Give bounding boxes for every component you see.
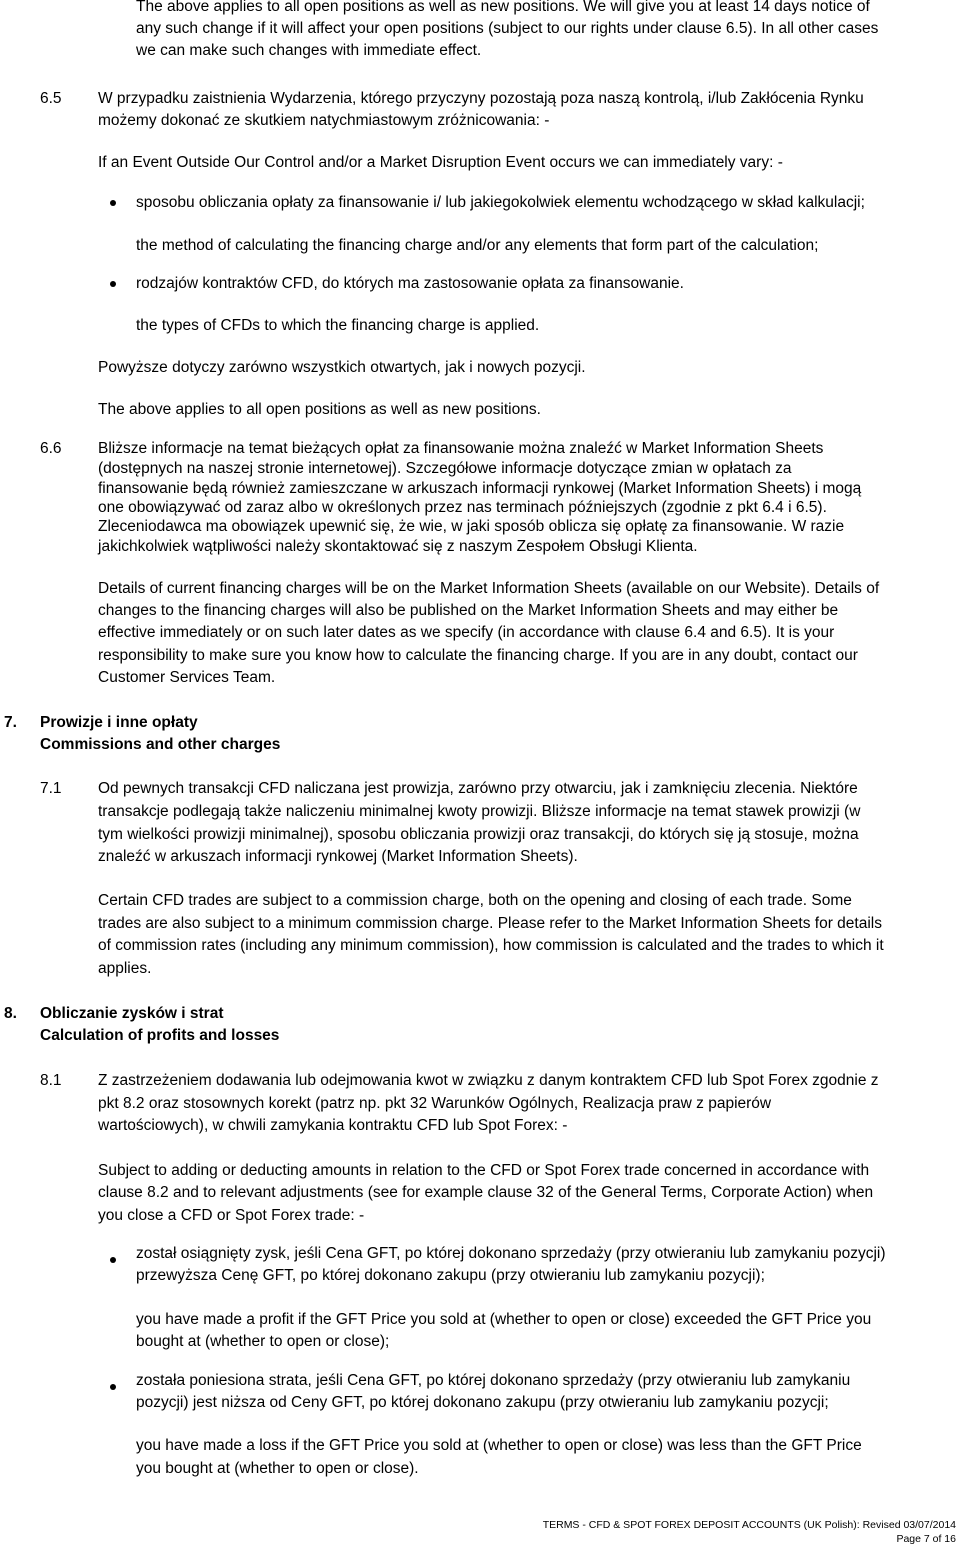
clause-text-pl: Powyższe dotyczy zarówno wszystkich otwartych, jak i nowych pozycji. — [98, 359, 586, 376]
clause-text-pl: Z zastrzeżeniem dodawania lub odejmowania kwot w związku z danym kontraktem CFD lub Spot Forex zgodnie z — [98, 1072, 879, 1089]
clause-text-pl: Bliższe informacje na temat bieżących opłat za finansowanie można znaleźć w Market Information Sheets — [98, 440, 824, 457]
list-item-en: you bought at (whether to open or close). — [136, 1460, 419, 1477]
clause-text-en: Subject to adding or deducting amounts in relation to the CFD or Spot Forex trade concerned in accordance with — [98, 1162, 870, 1179]
clause-text-en: If an Event Outside Our Control and/or a Market Disruption Event occurs we can immediately vary: - — [98, 154, 783, 171]
clause-text-pl: W przypadku zaistnienia Wydarzenia, którego przyczyny pozostają poza naszą kontrolą, i/lub Zakłócenia Rynku — [98, 90, 864, 107]
clause-text-pl: możemy dokonać ze skutkiem natychmiastowym zróżnicowania: - — [98, 112, 550, 129]
clause-number: 6.5 — [40, 90, 62, 107]
clause-text-pl: Zleceniodawca ma obowiązek upewnić się, że wie, w jaki sposób oblicza się opłatę za finansowanie. W razie — [98, 518, 845, 535]
clause-text-en: changes to the financing charges will also be published on the Market Information Sheets and may either be — [98, 602, 839, 619]
clause-number: 6.6 — [40, 440, 62, 457]
clause-text-pl: tym wielkości prowizji minimalnej), sposobu obliczania prowizji oraz transakcji, do których się ją stosuje, można — [98, 826, 859, 843]
clause-text-en: clause 8.2 and to relevant adjustments (see for example clause 32 of the General Terms, Corporate Action) when — [98, 1184, 874, 1201]
clause-text-en: responsibility to make sure you know how to calculate the financing charge. If you are in any doubt, contact our — [98, 647, 858, 664]
clause-text-pl: (dostępnych na naszej stronie internetowej). Szczegółowe informacje dotyczące zmian w opłatach za — [98, 460, 792, 477]
list-item-pl: rodzajów kontraktów CFD, do których ma zastosowanie opłata za finansowanie. — [136, 275, 684, 292]
list-item-pl: przewyższa Cenę GFT, po której dokonano zakupu (przy otwieraniu lub zamykaniu pozycji); — [136, 1267, 765, 1284]
clause-text-en: The above applies to all open positions as well as new positions. — [98, 401, 541, 418]
clause-text-en: trades are also subject to a minimum commission charge. Please refer to the Market Information Sheets for details — [98, 915, 882, 932]
clause-text-en: applies. — [98, 960, 152, 977]
page-number: Page 7 of 16 — [896, 1533, 956, 1545]
bullet-icon — [110, 200, 116, 206]
clause-text-en: effective immediately or on such later dates as we specify (in accordance with clause 6.4 and 6.5). It is your — [98, 624, 835, 641]
section-title-pl: Prowizje i inne opłaty — [40, 714, 198, 731]
bullet-icon — [110, 1384, 116, 1390]
intro-line: The above applies to all open positions as well as new positions. We will give you at least 14 days notice of — [136, 0, 870, 15]
clause-text-en: Certain CFD trades are subject to a commission charge, both on the opening and closing of each trade. Some — [98, 892, 852, 909]
clause-text-pl: transakcje podlegają także naliczeniu minimalnej kwoty prowizji. Bliższe informacje na temat stawek prowizji (w — [98, 803, 861, 820]
section-title-pl: Obliczanie zysków i strat — [40, 1005, 224, 1022]
intro-line: we can make such changes with immediate effect. — [136, 42, 482, 59]
clause-text-en: Customer Services Team. — [98, 669, 276, 686]
clause-text-pl: finansowanie będą również zamieszczane w arkuszach informacji rynkowej (Market Information Sheets) i mogą — [98, 480, 862, 497]
footer-doc-ref: TERMS - CFD & SPOT FOREX DEPOSIT ACCOUNTS (UK Polish): Revised 03/07/2014 — [542, 1519, 956, 1531]
list-item-en: bought at (whether to open or close); — [136, 1333, 390, 1350]
section-title-en: Calculation of profits and losses — [40, 1027, 280, 1044]
clause-text-pl: one obowiązywać od zaraz albo w określonych przez nas terminach późniejszych (zgodnie z pkt 6.4 i 6.5). — [98, 499, 827, 516]
clause-text-pl: wartościowych), w chwili zamykania kontraktu CFD lub Spot Forex: - — [98, 1117, 568, 1134]
list-item-en: you have made a profit if the GFT Price you sold at (whether to open or close) exceeded the GFT Price you — [136, 1311, 872, 1328]
list-item-pl: została poniesiona strata, jeśli Cena GFT, po której dokonano sprzedaży (przy otwieraniu lub zamykaniu — [136, 1372, 851, 1389]
bullet-icon — [110, 281, 116, 287]
list-item-en: the types of CFDs to which the financing charge is applied. — [136, 317, 540, 334]
list-item-pl: został osiągnięty zysk, jeśli Cena GFT, po której dokonano sprzedaży (przy otwieraniu lub zamykaniu pozycji) — [136, 1245, 886, 1262]
clause-text-en: Details of current financing charges will be on the Market Information Sheets (available on our Website). Details of — [98, 580, 880, 597]
list-item-pl: pozycji) jest niższa od Ceny GFT, po której dokonano zakupu (przy otwieraniu lub zamykaniu pozycji; — [136, 1394, 829, 1411]
clause-text-pl: jakichkolwiek wątpliwości należy skontaktować się z naszym Zespołem Obsługi Klienta. — [98, 538, 698, 555]
list-item-en: you have made a loss if the GFT Price you sold at (whether to open or close) was less than the GFT Price — [136, 1437, 862, 1454]
section-title-en: Commissions and other charges — [40, 736, 281, 753]
list-item-en: the method of calculating the financing charge and/or any elements that form part of the calculation; — [136, 237, 819, 254]
clause-text-pl: pkt 8.2 oraz stosownych korekt (patrz np. pkt 32 Warunków Ogólnych, Realizacja praw z papierów — [98, 1095, 772, 1112]
clause-number: 8.1 — [40, 1072, 62, 1089]
list-item-pl: sposobu obliczania opłaty za finansowanie i/ lub jakiegokolwiek elementu wchodzącego w skład kalkulacji; — [136, 194, 865, 211]
clause-text-pl: znaleźć w arkuszach informacji rynkowej (Market Information Sheets). — [98, 848, 578, 865]
section-number: 7. — [4, 714, 17, 731]
clause-text-en: you close a CFD or Spot Forex trade: - — [98, 1207, 365, 1224]
clause-text-en: of commission rates (including any minimum commission), how commission is calculated and the trades to which it — [98, 937, 884, 954]
clause-text-pl: Od pewnych transakcji CFD naliczana jest prowizja, zarówno przy otwarciu, jak i zamknięciu zlecenia. Niektóre — [98, 780, 858, 797]
intro-line: any such change if it will affect your open positions (subject to our rights under clause 6.5). In all other cases — [136, 20, 879, 37]
bullet-icon — [110, 1257, 116, 1263]
clause-number: 7.1 — [40, 780, 62, 797]
section-number: 8. — [4, 1005, 17, 1022]
